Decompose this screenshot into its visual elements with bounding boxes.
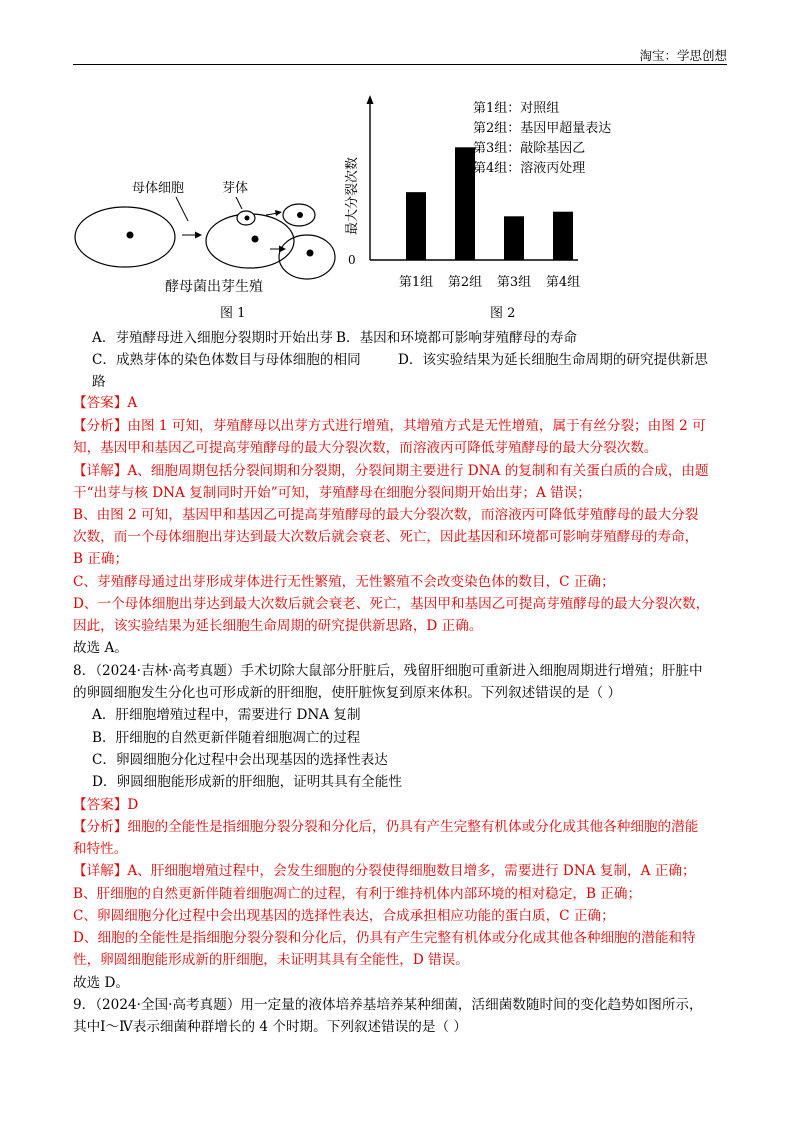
figure-1-inner-caption: 酵母菌出芽生殖: [165, 279, 263, 295]
q7-analysis-line-2: 知，基因甲和基因乙可提高芽殖酵母的最大分裂次数，而溶液丙可降低芽殖酵母的最大分裂次数。: [73, 440, 658, 456]
q8-stem-line-1: 8．（2024·吉林·高考真题）手术切除大鼠部分肝脏后，残留肝细胞可重新进入细胞周期进行增殖；肝脏中: [73, 663, 703, 679]
q8-option-a: A．肝细胞增殖过程中，需要进行 DNA 复制: [92, 707, 361, 723]
arrow-1-head: [195, 232, 202, 239]
q9-stem-line-1: 9．（2024·全国·高考真题）用一定量的液体培养基培养某种细菌，活细菌数随时间的变化趋势如图所示，: [73, 997, 703, 1013]
q7-answer: 【答案】A: [73, 395, 138, 411]
bud-nucleus-2: [245, 216, 250, 221]
q7-detail-line-5: B 正确；: [73, 551, 129, 567]
bar-group-1: [406, 192, 426, 260]
figure-2-caption: 图 2: [490, 306, 516, 321]
x-tick-label-3: 第3组: [496, 275, 532, 290]
bud-pointer-line: [236, 197, 242, 209]
q7-detail-line-6: C、芽殖酵母通过出芽形成芽体进行无性繁殖，无性繁殖不会改变染色体的数目，C 正确；: [73, 574, 615, 590]
bar-group-4: [553, 212, 573, 260]
x-tick-label-4: 第4组: [545, 275, 581, 290]
bar-group-2: [455, 147, 475, 260]
figure-2-bar-chart: [340, 90, 640, 330]
q8-option-d: D．卵圆细胞能形成新的肝细胞，证明其具有全能性: [92, 774, 402, 790]
y-axis-label: 最大分裂次数: [345, 156, 360, 235]
q7-option-d: D．该实验结果为延长细胞生命周期的研究提供新思: [398, 352, 708, 368]
q8-stem-line-2: 的卵圆细胞发生分化也可形成新的肝细胞，使肝脏恢复到原来体积。下列叙述错误的是（ ）: [73, 685, 622, 701]
q7-option-b: B．基因和环境都可影响芽殖酵母的寿命: [336, 330, 578, 346]
bar-group-3: [504, 216, 524, 260]
arrow-2-head: [275, 210, 282, 216]
q7-detail-line-1: 【详解】A、细胞周期包括分裂间期和分裂期，分裂间期主要进行 DNA 的复制和有关蛋白质的合成，由题: [73, 463, 709, 479]
q7-option-a: A．芽殖酵母进入细胞分裂期时开始出芽: [92, 330, 333, 346]
nucleus-1: [127, 232, 134, 239]
header-rule: [73, 64, 727, 65]
q7-detail-line-8: 因此，该实验结果为延长细胞生命周期的研究提供新思路，D 正确。: [73, 618, 483, 634]
x-tick-label-1: 第1组: [398, 275, 434, 290]
q8-option-b: B．肝细胞的自然更新伴随着细胞凋亡的过程: [92, 730, 361, 746]
q8-detail-line-3: C、卵圆细胞分化过程中会出现基因的选择性表达，合成承担相应功能的蛋白质，C 正确；: [73, 908, 615, 924]
q8-analysis-line-2: 和特性。: [73, 841, 128, 857]
legend-entry-2: 第2组：基因甲超量表达: [473, 121, 612, 136]
mother-pointer-line: [176, 197, 188, 221]
q8-conclusion: 故选 D。: [73, 975, 130, 991]
q9-stem-line-2: 其中Ⅰ～Ⅳ表示细菌种群增长的 4 个时期。下列叙述错误的是（ ）: [73, 1019, 467, 1035]
y-axis-zero: 0: [348, 253, 356, 267]
q8-answer: 【答案】D: [73, 797, 139, 813]
y-axis-arrow: [367, 95, 374, 104]
label-bud: 芽体: [222, 181, 249, 196]
figure-1-caption: 图 1: [220, 306, 246, 321]
q7-detail-line-2: 干“出芽与核 DNA 复制同时开始”可知，芽殖酵母在细胞分裂间期开始出芽；A 错误；: [73, 485, 591, 501]
legend-entry-3: 第3组：敲除基因乙: [473, 141, 586, 156]
nucleus-4: [307, 250, 314, 257]
legend-entry-1: 第1组：对照组: [473, 101, 560, 116]
cell-1: [75, 207, 175, 267]
figure-1-budding-diagram: [70, 165, 340, 325]
x-tick-label-2: 第2组: [447, 275, 483, 290]
q8-detail-line-1: 【详解】A、肝细胞增殖过程中，会发生细胞的分裂使得细胞数目增多，需要进行 DNA 复制，A 正确；: [73, 863, 696, 879]
q7-detail-line-3: B、由图 2 可知，基因甲和基因乙可提高芽殖酵母的最大分裂次数，而溶液丙可降低芽殖酵母的最大分裂: [73, 507, 699, 523]
q8-detail-line-5: 性，卵圆细胞能形成新的肝细胞，未证明其具有全能性，D 错误。: [73, 952, 469, 968]
label-mother-cell: 母体细胞: [132, 181, 185, 196]
q7-analysis-line-1: 【分析】由图 1 可知，芽殖酵母以出芽方式进行增殖，其增殖方式是无性增殖，属于有丝分裂；由图 2 可: [73, 418, 706, 434]
q7-option-d-cont: 路: [92, 374, 106, 390]
q8-detail-line-4: D、细胞的全能性是指细胞分裂分裂和分化后，仍具有产生完整有机体或分化成其他各种细胞的潜能和特: [73, 930, 696, 946]
q8-detail-line-2: B、肝细胞的自然更新伴随着细胞凋亡的过程，有利于维持机体内部环境的相对稳定，B 正确；: [73, 886, 642, 902]
q8-option-c: C．卵圆细胞分化过程中会出现基因的选择性表达: [92, 752, 388, 768]
header-text: 淘宝：学思创想: [639, 48, 727, 63]
nucleus-2: [252, 236, 259, 243]
q7-detail-line-4: 次数，而一个母体细胞出芽达到最大次数后就会衰老、死亡，因此基因和环境都可影响芽殖酵母的寿命，: [73, 529, 699, 545]
q7-conclusion: 故选 A。: [73, 640, 128, 656]
q8-analysis-line-1: 【分析】细胞的全能性是指细胞分裂分裂和分化后，仍具有产生完整有机体或分化成其他各种细胞的潜能: [73, 819, 699, 835]
q7-option-c: C．成熟芽体的染色体数目与母体细胞的相同: [92, 352, 361, 368]
cell-4: [279, 235, 335, 279]
nucleus-3: [297, 212, 303, 218]
legend-entry-4: 第4组：溶液丙处理: [473, 161, 586, 176]
x-tick-labels: [399, 275, 580, 290]
q7-detail-line-7: D、一个母体细胞出芽达到最大次数后就会衰老、死亡，基因甲和基因乙可提高芽殖酵母的最大分裂次数，: [73, 596, 710, 612]
